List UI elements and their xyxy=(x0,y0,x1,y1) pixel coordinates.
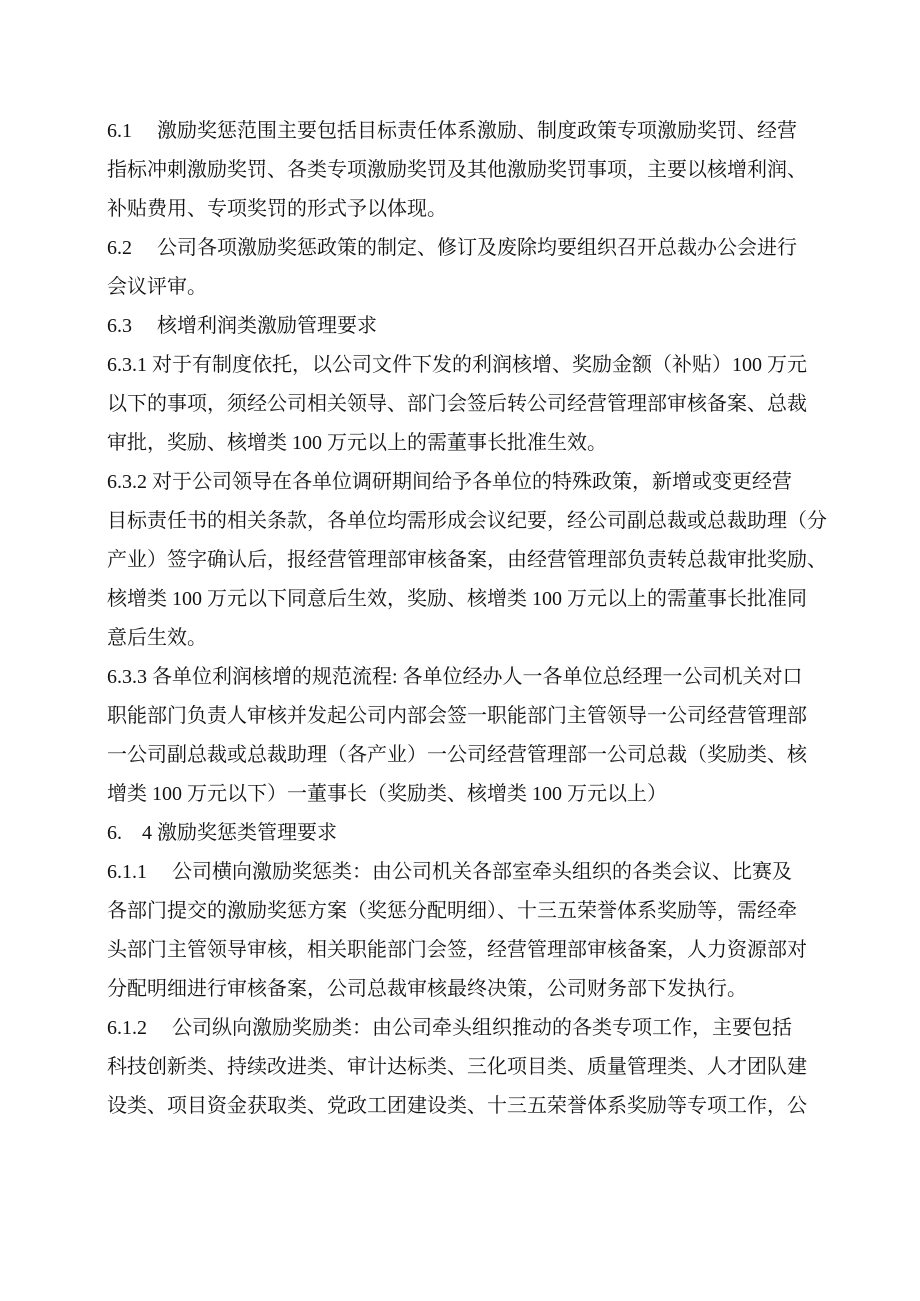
text-line: 核增类 100 万元以下同意后生效，奖励、核增类 100 万元以上的需董事长批准同 xyxy=(107,588,807,610)
text-line: 设类、项目资金获取类、党政工团建设类、十三五荣誉体系奖励等专项工作，公 xyxy=(107,1095,807,1117)
text-line: 一公司副总裁或总裁助理（各产业）一公司经营管理部一公司总裁（奖励类、核 xyxy=(107,744,807,766)
text-line: 分配明细进行审核备案，公司总裁审核最终决策，公司财务部下发执行。 xyxy=(107,978,747,1000)
text-line: 6.1.2 公司纵向激励奖励类：由公司牵头组织推动的各类专项工作，主要包括 xyxy=(107,1017,792,1039)
text-line: 头部门主管领导审核，相关职能部门会签，经营管理部审核备案，人力资源部对 xyxy=(107,939,807,961)
text-line: 6.3.3 各单位利润核增的规范流程: 各单位经办人一各单位总经理一公司机关对口 xyxy=(107,666,803,688)
text-line: 增类 100 万元以下）一董事长（奖励类、核增类 100 万元以上） xyxy=(107,783,667,805)
text-line: 6.1 激励奖惩范围主要包括目标责任体系激励、制度政策专项激励奖罚、经营 xyxy=(107,120,797,142)
text-line: 6.3.1 对于有制度依托，以公司文件下发的利润核增、奖励金额（补贴）100 万元 xyxy=(107,354,807,376)
text-line: 6.1.1 公司横向激励奖惩类：由公司机关各部室牵头组织的各类会议、比赛及 xyxy=(107,861,792,883)
text-line: 意后生效。 xyxy=(107,627,207,649)
text-line: 审批，奖励、核增类 100 万元以上的需董事长批准生效。 xyxy=(107,432,607,454)
text-line: 指标冲刺激励奖罚、各类专项激励奖罚及其他激励奖罚事项，主要以核增利润、 xyxy=(107,159,807,181)
section-heading: 6.3 核增利润类激励管理要求 xyxy=(107,315,377,337)
text-line: 以下的事项，须经公司相关领导、部门会签后转公司经营管理部审核备案、总裁 xyxy=(107,393,807,415)
text-line: 目标责任书的相关条款，各单位均需形成会议纪要，经公司副总裁或总裁助理（分 xyxy=(107,510,827,532)
text-line: 补贴费用、专项奖罚的形式予以体现。 xyxy=(107,198,447,220)
text-line: 产业）签字确认后，报经营管理部审核备案，由经营管理部负责转总裁审批奖励、 xyxy=(107,549,827,571)
document-body xyxy=(107,112,827,1126)
text-line: 科技创新类、持续改进类、审计达标类、三化项目类、质量管理类、人才团队建 xyxy=(107,1056,807,1078)
section-heading: 6. 4 激励奖惩类管理要求 xyxy=(107,822,337,844)
text-line: 6.2 公司各项激励奖惩政策的制定、修订及废除均要组织召开总裁办公会进行 xyxy=(107,237,797,259)
text-line: 各部门提交的激励奖惩方案（奖惩分配明细）、十三五荣誉体系奖励等，需经牵 xyxy=(107,900,797,922)
text-line: 职能部门负责人审核并发起公司内部会签一职能部门主管领导一公司经营管理部 xyxy=(107,705,807,727)
text-line: 6.3.2 对于公司领导在各单位调研期间给予各单位的特殊政策，新增或变更经营 xyxy=(107,471,792,493)
text-line: 会议评审。 xyxy=(107,276,207,298)
